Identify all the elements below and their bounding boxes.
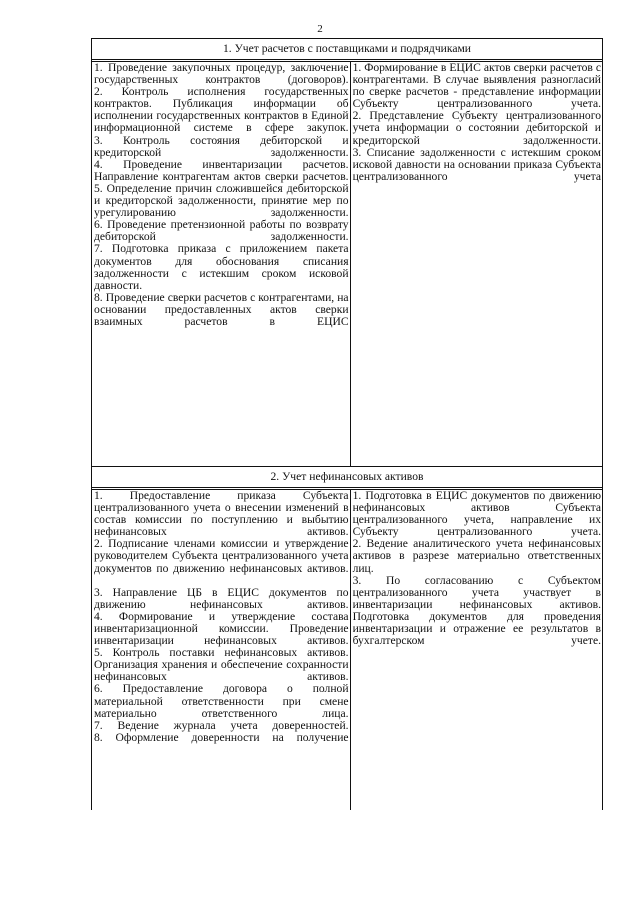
section-1-left-item-8: 8. Проведение сверки расчетов с контрагентами, на основании предоставленных актов сверки взаимных расчетов в ЕЦИС bbox=[94, 290, 349, 328]
section-1-left-item-4: 4. Проведение инвентаризации расчетов. Направление контрагентам актов сверки расчетов. bbox=[94, 157, 349, 183]
section-1-left-item-6: 6. Проведение претензионной работы по возврату дебиторской задолженности. bbox=[94, 218, 349, 244]
section-2-left-item-6: 6. Предоставление договора о полной материальной ответственности при смене материально ответственного лица. bbox=[94, 682, 349, 720]
responsibilities-table bbox=[91, 38, 603, 810]
section-2-title: 2. Учет нефинансовых активов bbox=[92, 467, 603, 488]
section-1-left-item-2: 2. Контроль исполнения государственных контрактов. Публикация информации об исполнении государственных контрактов в Единой информационной системе в сфере закупок. bbox=[94, 85, 349, 135]
section-1-left-cell bbox=[92, 62, 351, 467]
section-2-left-item-8: 8. Оформление доверенности на получение bbox=[94, 730, 349, 744]
section-2-right-item-1: 1. Подготовка в ЕЦИС документов по движению нефинансовых активов Субъекта централизованного учета, направление их Субъекту централизованного учета. bbox=[352, 489, 601, 539]
section-1-left-item-3: 3. Контроль состояния дебиторской и кредиторской задолженности. bbox=[94, 133, 349, 159]
section-1-header-row bbox=[92, 39, 603, 60]
section-1-right-item-2: 2. Представление Субъекту централизованного учета информации о состоянии дебиторской и кредиторской задолженности. bbox=[352, 109, 601, 147]
section-1-left-item-5: 5. Определение причин сложившейся дебиторской и кредиторской задолженности, принятие мер по урегулированию задолженности. bbox=[94, 181, 349, 220]
section-2-left-item-4: 4. Формирование и утверждение состава инвентаризационной комиссии. Проведение инвентаризации нефинансовых активов. bbox=[94, 609, 349, 648]
section-2-left-item-5: 5. Контроль поставки нефинансовых активов. Организация хранения и обеспечение сохранности нефинансовых активов. bbox=[94, 646, 349, 684]
section-2-left-cell bbox=[92, 490, 351, 811]
section-1-right-item-3: 3. Списание задолженности с истекшим сроком исковой давности на основании приказа Субъекта централизованного учета bbox=[352, 145, 601, 183]
section-2-left-item-3: 3. Направление ЦБ в ЕЦИС документов по движению нефинансовых активов. bbox=[94, 585, 349, 611]
section-1-right-item-1: 1. Формирование в ЕЦИС актов сверки расчетов с контрагентами. В случае выявления разногласий по сверке расчетов - представление информации Субъекту централизованного учета. bbox=[352, 61, 601, 111]
section-2-right-cell bbox=[350, 490, 602, 811]
section-2-left-item-2: 2. Подписание членами комиссии и утверждение руководителем Субъекта централизованного учета документов по движению нефинансовых активов. bbox=[94, 537, 349, 575]
section-2-right-item-3: 3. По согласованию с Субъектом централизованного учета участвует в инвентаризации нефинансовых активов. Подготовка документов для проведения инвентаризации и отражение ее результатов в бухгалтерском учете. bbox=[352, 573, 601, 648]
section-1-left-item-1: 1. Проведение закупочных процедур, заключение государственных контрактов (договоров). bbox=[94, 61, 349, 87]
section-1-title: 1. Учет расчетов с поставщиками и подрядчиками bbox=[92, 39, 603, 60]
section-2-header-row bbox=[92, 467, 603, 488]
section-1-right-cell bbox=[350, 62, 602, 467]
section-2-content-row bbox=[92, 490, 603, 811]
section-2-left-gap bbox=[94, 575, 349, 587]
section-2-right-item-2: 2. Ведение аналитического учета нефинансовых активов в разрезе материально ответственных лиц. bbox=[352, 537, 601, 575]
section-1-content-row bbox=[92, 62, 603, 467]
section-2-left-item-1: 1. Предоставление приказа Субъекта централизованного учета о внесении изменений в состав комиссии по поступлению и выбытию нефинансовых активов. bbox=[94, 489, 349, 539]
page-number: 2 bbox=[317, 23, 323, 35]
section-1-left-item-7: 7. Подготовка приказа с приложением пакета документов для обоснования списания задолженности с истекшим сроком исковой давности. bbox=[94, 242, 349, 292]
section-2-left-item-7: 7. Ведение журнала учета доверенностей. bbox=[94, 718, 349, 732]
